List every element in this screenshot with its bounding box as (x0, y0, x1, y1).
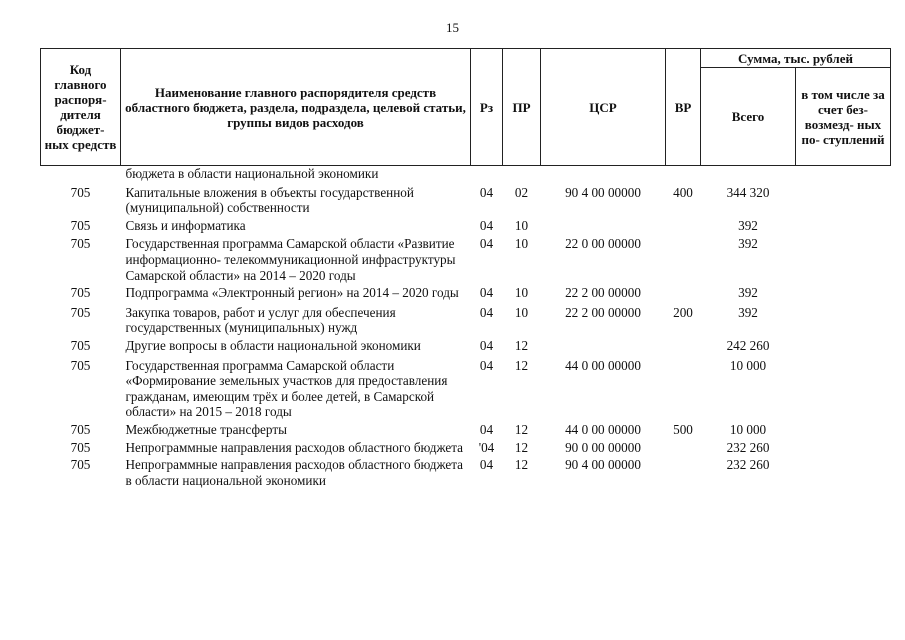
cell-vr (666, 283, 701, 301)
cell-csr: 22 2 00 00000 (565, 304, 641, 320)
cell-csr (541, 336, 666, 354)
cell-kod: 705 (70, 457, 91, 473)
cell-pr: 10 (514, 236, 529, 252)
budget-table (40, 48, 891, 488)
cell-name: Государственная программа Самарской области «Формирование земельных участков для предоставления гражданам, имеющим трёх и более детей, в Самарской области» на 2015 – 2018 годы (125, 357, 448, 420)
cell-csr (541, 166, 666, 182)
cell-kod: 705 (70, 357, 91, 373)
table-row (41, 166, 891, 182)
cell-csr: 44 0 00 00000 (565, 357, 641, 373)
header-vr: ВР (666, 49, 701, 166)
cell-vr (666, 336, 701, 354)
table-row (41, 336, 891, 354)
header-rz: Рз (471, 49, 503, 166)
cell-vr: 500 (673, 421, 693, 437)
cell-vr (666, 438, 701, 456)
cell-name: Закупка товаров, работ и услуг для обеспечения государственных (муниципальных) нужд (125, 304, 396, 336)
cell-name: Государственная программа Самарской области «Развитие информационно- телекоммуникационной инфраструктуры Самарской области» на 2014 – 2020 годы (125, 236, 456, 283)
cell-rz: 04 (479, 337, 494, 353)
cell-pr: 10 (514, 217, 529, 233)
table-row (41, 182, 891, 216)
cell-name: Межбюджетные трансферты (125, 421, 287, 437)
table-row (41, 438, 891, 456)
cell-kod: 705 (70, 421, 91, 437)
cell-name: Связь и информатика (125, 217, 246, 233)
cell-pr: 12 (514, 337, 529, 353)
cell-name: Капитальные вложения в объекты государственной (муниципальной) собственности (125, 184, 414, 216)
cell-kod: 705 (70, 439, 91, 455)
cell-vsego: 392 (738, 285, 758, 301)
table-row (41, 216, 891, 234)
cell-vsego: 10 000 (729, 357, 767, 373)
cell-bez (796, 354, 891, 420)
cell-rz: 04 (479, 421, 494, 437)
cell-csr: 44 0 00 00000 (565, 421, 641, 437)
cell-vsego: 344 320 (726, 184, 770, 200)
cell-pr: 10 (514, 285, 529, 301)
cell-rz: 04 (479, 357, 494, 373)
cell-kod (41, 166, 121, 182)
cell-pr: 02 (514, 184, 529, 200)
cell-rz: 04 (479, 184, 494, 200)
cell-bez (796, 233, 891, 283)
cell-csr: 22 0 00 00000 (565, 236, 641, 252)
header-csr: ЦСР (541, 49, 666, 166)
cell-vr (666, 233, 701, 283)
cell-rz: 04 (479, 285, 494, 301)
cell-rz: 04 (479, 217, 494, 233)
table-row (41, 301, 891, 336)
cell-bez (796, 216, 891, 234)
cell-pr: 12 (514, 421, 529, 437)
header-bezvozm: в том числе за счет без- возмезд- ных по- ступлений (796, 68, 891, 166)
cell-kod: 705 (70, 304, 91, 320)
cell-vsego: 392 (738, 217, 758, 233)
cell-kod: 705 (70, 337, 91, 353)
table-row (41, 420, 891, 438)
cell-pr: 12 (514, 457, 529, 473)
cell-bez (796, 455, 891, 488)
header-vsego: Всего (701, 68, 796, 166)
cell-vr (666, 166, 701, 182)
cell-name: Другие вопросы в области национальной экономики (125, 337, 421, 353)
cell-vsego: 392 (738, 304, 758, 320)
cell-csr: 90 4 00 00000 (565, 184, 641, 200)
cell-csr: 90 4 00 00000 (565, 457, 641, 473)
cell-bez (796, 336, 891, 354)
cell-rz (471, 166, 503, 182)
cell-csr (541, 216, 666, 234)
cell-vsego: 392 (738, 236, 758, 252)
header-pr: ПР (503, 49, 541, 166)
cell-bez (796, 166, 891, 182)
cell-name: бюджета в области национальной экономики (125, 166, 379, 181)
cell-rz: 04 (479, 457, 494, 473)
cell-vr (666, 216, 701, 234)
table-row (41, 455, 891, 488)
cell-kod: 705 (70, 184, 91, 200)
cell-bez (796, 301, 891, 336)
cell-vsego (701, 166, 796, 182)
cell-name: Непрограммные направления расходов областного бюджета (125, 439, 464, 455)
table-row (41, 283, 891, 301)
cell-kod: 705 (70, 285, 91, 301)
cell-pr: 12 (514, 439, 529, 455)
header-name: Наименование главного распорядителя средств областного бюджета, раздела, подраздела, целевой статьи, группы видов расходов (121, 49, 471, 166)
cell-pr: 12 (514, 357, 529, 373)
cell-bez (796, 283, 891, 301)
cell-vr (666, 354, 701, 420)
cell-vsego: 10 000 (729, 421, 767, 437)
cell-vr: 200 (673, 304, 693, 320)
cell-csr: 22 2 00 00000 (565, 285, 641, 301)
page-number: 15 (446, 20, 459, 35)
cell-vr (666, 455, 701, 488)
cell-csr: 90 0 00 00000 (565, 439, 641, 455)
header-summa: Сумма, тыс. рублей (701, 49, 891, 68)
table-row (41, 233, 891, 283)
cell-vsego: 242 260 (726, 337, 770, 353)
cell-kod: 705 (70, 236, 91, 252)
cell-rz: 04 (479, 236, 494, 252)
cell-rz: '04 (478, 439, 495, 455)
cell-rz: 04 (479, 304, 494, 320)
table-row (41, 354, 891, 420)
cell-bez (796, 420, 891, 438)
cell-name: Подпрограмма «Электронный регион» на 2014 – 2020 годы (125, 285, 459, 301)
cell-vsego: 232 260 (726, 439, 770, 455)
cell-pr (503, 166, 541, 182)
cell-kod: 705 (70, 217, 91, 233)
cell-vr: 400 (673, 184, 693, 200)
cell-name: Непрограммные направления расходов областного бюджета в области национальной экономики (125, 457, 464, 488)
cell-vsego: 232 260 (726, 457, 770, 473)
header-kod: Код главного распоря- дителя бюджет- ных средств (41, 49, 121, 166)
cell-bez (796, 438, 891, 456)
cell-pr: 10 (514, 304, 529, 320)
cell-bez (796, 182, 891, 216)
